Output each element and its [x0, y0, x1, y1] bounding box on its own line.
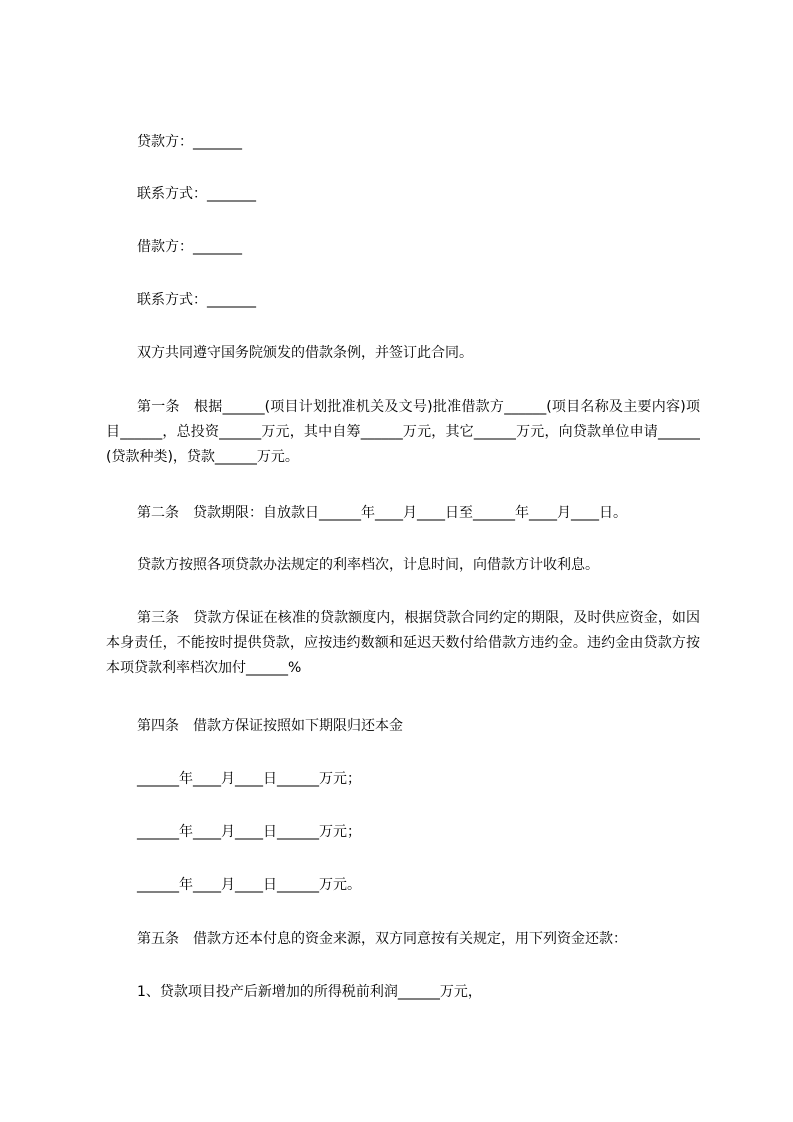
preamble-text: 双方共同遵守国务院颁发的借款条例，并签订此合同。 [137, 345, 473, 361]
article-4: 第四条 借款方保证按照如下期限归还本金 [137, 718, 403, 734]
article-5: 第五条 借款方还本付息的资金来源，双方同意按有关规定，用下列资金还款： [137, 931, 627, 947]
borrower-contact-line: 联系方式：_______ [137, 292, 256, 308]
lender-contact-line: 联系方式：_______ [137, 186, 256, 202]
borrower-line: 借款方：_______ [137, 239, 242, 255]
repayment-schedule-2: ______年____月____日______万元； [137, 824, 361, 840]
article-1: 第一条 根据______(项目计划批准机关及文号)批准借款方______(项目名称及主要内容)项目______，总投资______万元，其中自筹______万元，其它______万元，向贷款单位申请______(贷款种类)，贷款______万元。 [106, 399, 700, 465]
lender-line: 贷款方：_______ [137, 134, 242, 150]
article-3: 第三条 贷款方保证在核准的贷款额度内，根据贷款合同约定的期限，及时供应资金，如因本身责任，不能按时提供贷款，应按违约数额和延迟天数付给借款方违约金。违约金由贷款方按本项贷款利率档次加付______% [106, 610, 700, 676]
funding-source-item-1: 1、贷款项目投产后新增加的所得税前利润______万元， [137, 984, 482, 1000]
interest-note: 贷款方按照各项贷款办法规定的利率档次，计息时间，向借款方计收利息。 [137, 557, 599, 573]
article-2: 第二条 贷款期限：自放款日______年____月____日至______年____月____日。 [137, 505, 627, 521]
repayment-schedule-1: ______年____月____日______万元； [137, 771, 361, 787]
repayment-schedule-3: ______年____月____日______万元。 [137, 877, 361, 893]
